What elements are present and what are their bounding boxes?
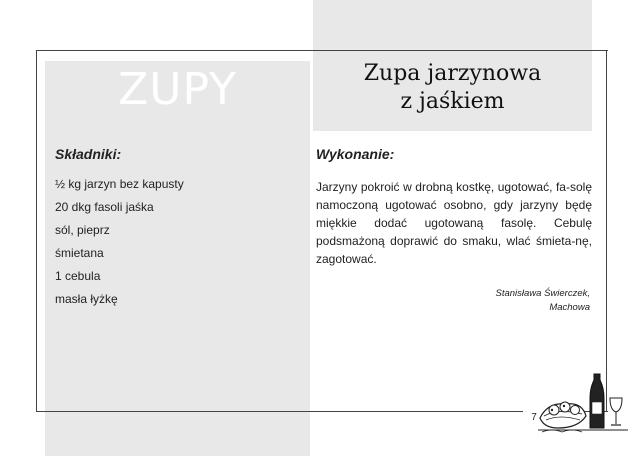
ingredient-item: 20 dkg fasoli jaśka	[55, 200, 154, 214]
author-credit	[440, 287, 590, 315]
author-place: Machowa	[549, 302, 590, 313]
recipe-title	[313, 60, 592, 116]
section-title: ZUPY	[118, 64, 237, 115]
author-name: Stanisława Świerczek,	[495, 288, 590, 299]
frame-line-top	[36, 50, 608, 51]
method-label: Wykonanie:	[316, 146, 395, 162]
frame-line-right	[606, 50, 607, 412]
ingredient-item: śmietana	[55, 246, 104, 260]
page-number: 7	[523, 409, 545, 427]
ingredient-item: sól, pieprz	[55, 223, 110, 237]
frame-line-left	[36, 50, 37, 412]
ingredient-item: 1 cebula	[55, 269, 101, 283]
ingredient-item: ½ kg jarzyn bez kapusty	[55, 177, 184, 191]
ingredient-item: masła łyżkę	[55, 292, 118, 306]
recipe-title-line1: Zupa jarzynowa	[363, 61, 542, 86]
still-life-wine-bottle-icon	[538, 372, 630, 434]
method-text: Jarzyny pokroić w drobną kostkę, ugotować, fa-solę namoczoną ugotować osobno, gdy jarzyny będę miękkie dodać ugotowaną fasolę. Cebulę podsmażoną doprawić do smaku, wlać śmieta-nę, zagotować.	[316, 180, 592, 266]
ingredients-label: Składniki:	[55, 146, 122, 162]
recipe-title-line2: z jaśkiem	[400, 89, 505, 114]
